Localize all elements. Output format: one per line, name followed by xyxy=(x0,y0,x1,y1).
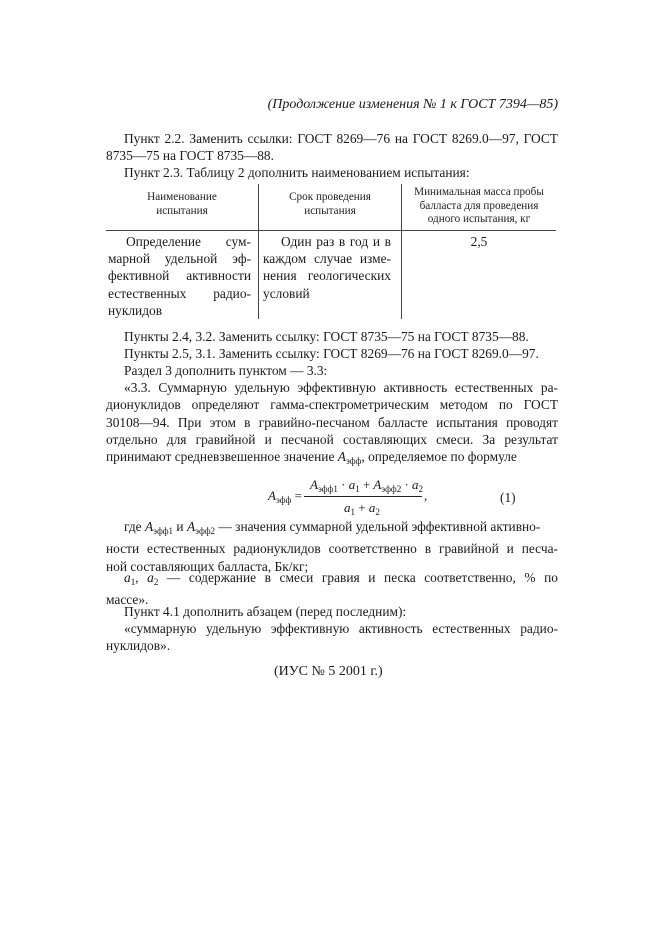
cell-line: естественных радио- xyxy=(108,285,251,301)
text-fragment: принимают средневзвешенное значение xyxy=(106,449,335,465)
table-header-cell xyxy=(106,184,259,231)
symbol-A: A xyxy=(268,488,276,503)
symbol-A: A xyxy=(144,519,154,534)
header-text: балласта для проведения xyxy=(419,199,539,212)
dot: · xyxy=(341,477,346,492)
cell-line: Определение сум- xyxy=(126,234,251,249)
paragraph-line: ности естественных радионуклидов соответственно в гравийной и песча- xyxy=(106,541,558,557)
subscript: 2 xyxy=(418,484,424,494)
cell-line: фективной активности xyxy=(108,268,251,284)
table-2-addition xyxy=(106,184,556,319)
subscript: 1 xyxy=(130,577,136,587)
cell-line: каждом случае изме- xyxy=(263,251,391,267)
paragraph-line: «суммарную удельную эффективную активность естественных радио- xyxy=(124,621,558,636)
cell-line: условий xyxy=(263,285,310,301)
paragraph-line: 30108—94. При этом в гравийно-песчаном балласте испытания проводят xyxy=(106,414,558,430)
header-text: испытания xyxy=(156,204,208,217)
paragraph-line: Пункт 2.2. Заменить ссылки: ГОСТ 8269—76 на ГОСТ 8269.0—97, ГОСТ xyxy=(124,131,558,146)
comma: , xyxy=(424,488,428,503)
subscript: эфф xyxy=(345,456,362,467)
cell-line: Один раз в год и в xyxy=(281,234,391,249)
paragraph-2-2 xyxy=(106,130,558,165)
symbol-a: a xyxy=(344,500,351,515)
formula-lhs xyxy=(268,488,302,505)
cell-line: марной удельной эф- xyxy=(108,251,251,267)
paragraph-3-3 xyxy=(106,379,558,470)
symbol-A: A xyxy=(310,477,318,492)
formula-denominator xyxy=(344,500,380,517)
paragraph-line: отдельно для гравийной и песчаной составляющих смеси. За результат xyxy=(106,431,558,447)
text-fragment: где xyxy=(124,519,142,534)
page-footer: (ИУС № 5 2001 г.) xyxy=(274,664,383,679)
text-fragment: и xyxy=(176,519,184,534)
subscript: эфф1 xyxy=(153,526,174,536)
subscript: эфф2 xyxy=(381,484,402,494)
equals-sign: = xyxy=(294,488,302,503)
cell-value: 2,5 xyxy=(470,234,488,249)
header-text: одного испытания, кг xyxy=(427,213,531,225)
symbol-a: a xyxy=(124,570,131,585)
table-header-cell xyxy=(259,184,402,231)
header-text: Срок проведения xyxy=(289,191,371,203)
table-header-row xyxy=(106,184,556,231)
table-cell xyxy=(259,231,402,320)
paragraph-2-4: Пункты 2.4, 3.2. Заменить ссылку: ГОСТ 8735—75 на ГОСТ 8735—88. xyxy=(124,329,529,344)
paragraph-4-1: Пункт 4.1 дополнить абзацем (перед последним): xyxy=(124,604,407,619)
symbol-a: a xyxy=(147,570,154,585)
subscript: 2 xyxy=(153,577,159,587)
formula-numerator xyxy=(310,477,423,494)
header-text: Минимальная масса пробы xyxy=(414,186,544,198)
paragraph-2-3: Пункт 2.3. Таблицу 2 дополнить наименованием испытания: xyxy=(124,165,470,180)
header-text: Наименование xyxy=(147,191,217,203)
subscript: 2 xyxy=(375,507,380,517)
table-header-cell xyxy=(402,184,557,231)
subscript: эфф1 xyxy=(317,484,338,494)
subscript: эфф xyxy=(275,495,292,505)
paragraph-line: 8735—75 на ГОСТ 8735—88. xyxy=(106,148,274,164)
paragraph-line: ной составляющих балласта, Бк/кг; xyxy=(106,558,309,574)
symbol-a: a xyxy=(348,477,356,492)
paragraph-where xyxy=(106,518,558,575)
header-text: испытания xyxy=(304,204,356,217)
subscript: эфф2 xyxy=(195,526,216,536)
text-fragment: , определяемое по формуле xyxy=(361,449,517,465)
dot: · xyxy=(404,477,409,492)
cell-line: нения геологических xyxy=(263,268,391,284)
cell-line: нуклидов xyxy=(108,302,163,318)
table-cell xyxy=(402,231,557,320)
formula-number: (1) xyxy=(500,490,516,505)
symbol-A: A xyxy=(186,519,196,534)
plus: + xyxy=(358,500,366,515)
paragraph-line xyxy=(106,448,558,470)
plus: + xyxy=(362,477,371,492)
paragraph-line: дионуклидов определяют гамма-спектрометрическим методом по ГОСТ xyxy=(106,397,558,413)
symbol-A: A xyxy=(373,477,382,492)
fraction-line xyxy=(304,496,422,497)
paragraph-line xyxy=(106,518,558,540)
paragraph-line: «3.3. Суммарную удельную эффективную активность естественных ра- xyxy=(124,380,558,395)
paragraph-line: нуклидов». xyxy=(106,638,171,654)
paragraph-line: $a_1$, $a_2$ — содержание в смеси гравия и песка соответственно, % по xyxy=(124,570,558,587)
paragraph-2-5: Пункты 2.5, 3.1. Заменить ссылку: ГОСТ 8269—76 на ГОСТ 8269.0—97. xyxy=(124,346,539,361)
subscript: 1 xyxy=(350,507,355,517)
symbol-A: A xyxy=(337,449,346,465)
text-fragment: — содержание в смеси гравия и песка соответственно, % по xyxy=(166,570,558,585)
formula-1 xyxy=(268,476,438,520)
table-cell xyxy=(106,231,259,320)
symbol-a: a xyxy=(412,477,419,492)
text-fragment: — значения суммарной удельной эффективной активно- xyxy=(218,519,541,534)
subscript: 1 xyxy=(355,484,360,494)
paragraph-4-1-quote xyxy=(106,620,558,655)
symbol-a: a xyxy=(368,500,376,515)
paragraph-line: массе». xyxy=(106,592,149,608)
page-header: (Продолжение изменения № 1 к ГОСТ 7394—85) xyxy=(267,97,558,112)
paragraph-section-3: Раздел 3 дополнить пунктом — 3.3: xyxy=(124,363,328,378)
table-row xyxy=(106,231,556,320)
